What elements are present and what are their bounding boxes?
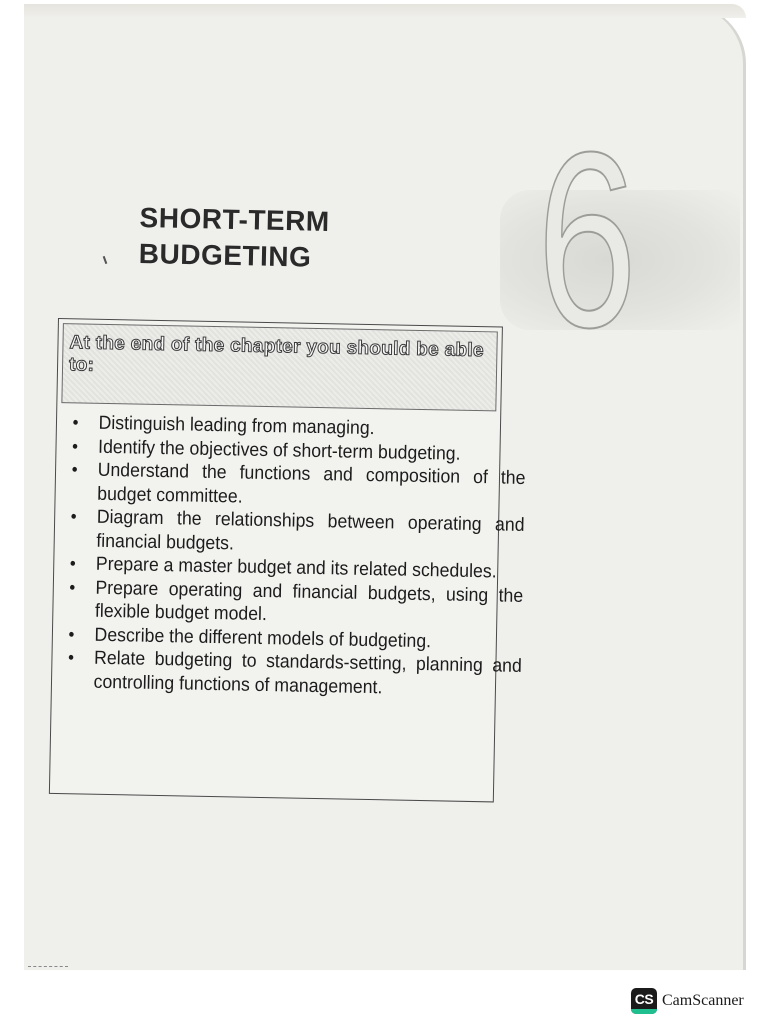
objective-text: Prepare operating and financial budgets, using the flexible budget model. bbox=[94, 577, 524, 626]
objective-text: Identify the objectives of short-term budgeting. bbox=[97, 436, 461, 465]
objectives-header bbox=[61, 323, 497, 411]
camscanner-logo-icon bbox=[631, 988, 657, 1014]
page-edge-shade bbox=[24, 4, 746, 18]
objective-text: Describe the different models of budgeting. bbox=[94, 624, 432, 652]
objective-text: Distinguish leading from managing. bbox=[98, 412, 375, 440]
camscanner-watermark bbox=[631, 988, 744, 1014]
chapter-title-line-2: BUDGETING bbox=[138, 237, 312, 273]
bullet-icon: • bbox=[71, 459, 78, 480]
objectives-header-text: At the end of the chapter you should be able to: bbox=[68, 332, 484, 376]
camscanner-logo-text: CS bbox=[634, 991, 654, 1007]
objective-item-8 bbox=[62, 646, 522, 702]
chapter-title-line-1: SHORT-TERM bbox=[139, 201, 331, 237]
objective-text: Prepare a master budget and its related schedules. bbox=[95, 553, 497, 583]
learning-objectives-box bbox=[49, 318, 526, 802]
bullet-icon: • bbox=[71, 435, 79, 456]
objectives-list bbox=[62, 411, 526, 701]
objective-text: Diagram the relationships between operating and financial budgets. bbox=[96, 506, 525, 554]
bullet-icon: • bbox=[68, 623, 75, 644]
page-bottom-marks bbox=[28, 966, 68, 971]
bullet-icon: • bbox=[72, 412, 79, 433]
objective-text: Relate budgeting to standards-setting, planning and controlling functions of management. bbox=[93, 647, 523, 698]
chapter-number: 6 bbox=[536, 100, 638, 379]
bullet-icon: • bbox=[70, 506, 77, 527]
camscanner-name: CamScanner bbox=[662, 992, 744, 1009]
bullet-icon: • bbox=[69, 576, 76, 597]
chapter-title bbox=[138, 200, 499, 280]
camscanner-logo-stripe bbox=[631, 1009, 657, 1014]
bullet-icon: • bbox=[69, 553, 76, 574]
bullet-icon: • bbox=[67, 647, 75, 668]
objective-text: Understand the functions and composition of the budget committee. bbox=[97, 459, 526, 508]
